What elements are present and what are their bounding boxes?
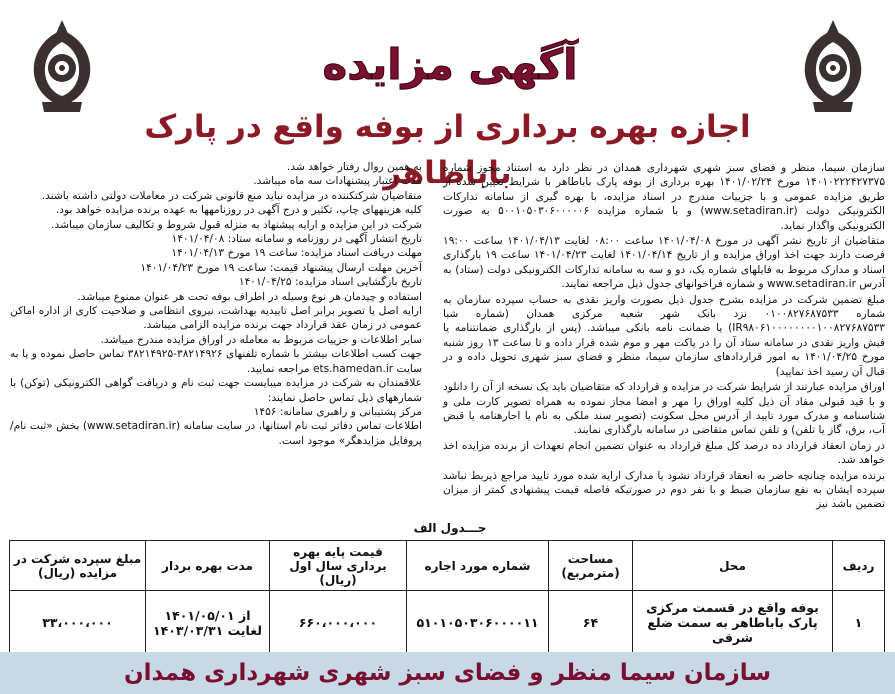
paragraph: مبلغ تضمین شرکت در مزایده بشرح جدول ذیل بصورت واریز نقدی به حساب سپرده سازمان به شماره ۰۱۰۰۸۲۷۶۸۷۵۳۳ نزد بانک شهر شعبه مرکزی همدان (شماره شبا IR۹۸۰۶۱۰۰۰۰۰۰۰۰۱۰۰۸۲۷۶۸۷۵۳۳) یا ضمانت نامه بانکی میباشد. (پس از بارگذاری ضمانتنامه یا فیش واریز نقدی در سامانه ستاد آن را در پاکت مهر و موم شده قرار داده و تا ساعت ۱۳ روز شنبه مورخ ۱۴۰۱/۰۴/۲۵ به امور قراردادهای سازمان سیما، منظر و فضای سبز شهری تحویل داده و در قبال آن رسید اخذ نمایید) (443, 293, 885, 378)
paragraph: سایر اطلاعات و جزییات مربوط به معامله در اوراق مزایده مندرج میباشد. (100, 333, 422, 346)
notice-body (10, 160, 885, 516)
paragraph: مهلت دریافت اسناد مزایده: ساعت ۱۹ مورخ ۱۴۰۱/۰۴/۱۳ (171, 247, 422, 260)
paragraph: علاقمندان به شرکت در مزایده میبایست جهت ثبت نام و دریافت گواهی الکترونیکی (توکن) با شمارههای ذیل تماس حاصل نمایند: (10, 377, 422, 404)
paragraph: جهت کسب اطلاعات بیشتر با شماره تلفنهای ۳۸۲۱۴۹۲۶-۳۸۲۱۴۹۲۵ تماس حاصل نموده و یا به سایت ets.hamedan.ir مراجعه نمایید. (10, 348, 422, 375)
paragraph: کلیه هزینههای چاپ، تکثیر و درج آگهی در روزنامهها به عهده برنده مزایده خواهد بود. (55, 204, 422, 217)
paragraph: تاریخ بازگشایی اسناد مزایده: ۱۴۰۱/۰۴/۲۵ (238, 276, 422, 289)
column-header: محل (633, 541, 833, 591)
paragraph: مرکز پشتیبانی و راهبری سامانه: ۱۴۵۶ (253, 405, 422, 418)
paragraph: به همین روال رفتار خواهد شد. (287, 161, 422, 173)
municipality-emblem-icon (793, 16, 873, 116)
paragraph: آخرین مهلت ارسال پیشنهاد قیمت: ساعت ۱۹ مورخ ۱۴۰۱/۰۴/۲۳ (140, 261, 422, 274)
right-column (443, 160, 885, 512)
cell-lease-number: ۵۱۰۱۰۵۰۳۰۶۰۰۰۰۱۱ (407, 591, 549, 655)
column-header: مساحت (مترمربع) (549, 541, 633, 591)
table-row (10, 591, 885, 655)
paragraph: تاریخ انتشار آگهی در روزنامه و سامانه ستاد: ۱۴۰۱/۰۴/۰۸ (171, 233, 422, 246)
paragraph: شرکت در این مزایده و ارایه پیشنهاد به منزله قبول شروط و تکالیف سازمان میباشد. (51, 218, 422, 231)
paragraph: ارایه اصل یا تصویر برابر اصل تاییدیه بهداشت، نیروی انتظامی و صلاحیت کاری از اداره اماکن عمومی در زمان عقد قرارداد جهت برنده مزایده الزامی میباشد. (10, 305, 422, 332)
notice-headline: اجازه بهره برداری از بوفه واقع در پارک باباطاهر (144, 109, 751, 191)
paragraph: استفاده و چیدمان هر نوع وسیله در اطراف بوفه تحت هر عنوان ممنوع میباشد. (77, 290, 422, 303)
cell-base-price: ۶۶۰،۰۰۰،۰۰۰ (270, 591, 407, 655)
auction-table (9, 540, 885, 655)
column-header: شماره مورد اجاره (407, 541, 549, 591)
paragraph: متقاضیان از تاریخ نشر آگهی در مورخ ۱۴۰۱/۰۴/۰۸ ساعت ۰۸:۰۰ لغایت ۱۴۰۱/۰۴/۱۳ ساعت ۱۹:۰۰ فرصت دارند جهت اخذ اوراق مزایده و از تاریخ ۱۴۰۱/۰۴/۱۴ لغایت ۱۴۰۱/۰۴/۲۳ ساعت ۱۹ بارگذاری اسناد و مدارک مربوط به فایلهای شماره یک، دو و سه به سامانه تدارکات الکترونیکی دولت (ستاد) به آدرس www.setadiran.ir و شماره فراخوانهای جدول ذیل مراجعه نمایند. (443, 235, 885, 291)
table-title: جـــدول الف (413, 521, 487, 535)
column-header: قیمت پایه بهره برداری سال اول (ریال) (270, 541, 407, 591)
column-header: مدت بهره بردار (146, 541, 270, 591)
cell-row-number: ۱ (833, 591, 885, 655)
cell-deposit: ۳۳،۰۰۰،۰۰۰ (10, 591, 146, 655)
cell-area: ۶۴ (549, 591, 633, 655)
table-header-row (10, 541, 885, 591)
notice-banner: آگهی مزایده (322, 40, 578, 89)
municipality-emblem-icon (22, 16, 102, 116)
paragraph: در زمان انعقاد قرارداد ده درصد کل مبلغ قرارداد به عنوان تضمین انجام تعهدات از برنده مزایده اخذ خواهد شد. (443, 439, 885, 467)
paragraph: سازمان سیما، منظر و فضای سبز شهری شهرداری همدان در نظر دارد به استناد مجوز شماره ۱۴۰۱۰۲۲۲۴۲۷۳۷۵ مورخ ۱۴۰۱/۰۲/۲۴ بهره برداری از بوفه پارک باباطاهر با شرایط تعیین شده از طریق مزایده عمومی و با جزییات مندرج در اسناد مزایده، با بهره گیری از سامانه تدارکات الکترونیکی دولت (www.setadiran.ir) و با شماره مزایده ۵۰۰۱۰۵۰۳۰۶۰۰۰۰۰۶ به صورت الکترونیکی واگذار نماید. (443, 162, 886, 232)
paragraph: اطلاعات تماس دفاتر ثبت نام استانها، در سایت سامانه (www.setadiran.ir) بخش «ثبت نام/پروفایل مزایدهگر» موجود است. (10, 420, 422, 447)
paragraph: برنده مزایده چنانچه حاضر به انعقاد قرارداد نشود یا مدارک ارایه شده مورد تایید مراجع ذیربط نباشد سپرده ایشان به نفع سازمان ضبط و با نفر دوم در صورتیکه فاصله قیمت پیشنهادی کمتر از میزان تضمین باشد نیز (443, 469, 885, 511)
paragraph: اوراق مزایده عبارتند از شرایط شرکت در مزایده و قرارداد که متقاضیان باید یک نسخه از آن را دانلود و با قید قبولی مفاد آن ذیل کلیه اوراق را مهر و امضا مجاز نموده به همراه تصویر کارت ملی و شناسنامه و مدرک مورد تایید از آدرس محل سکونت (تصویر سند ملکی به نام یا اجارهنامه یا قبض آب، برق، گاز یا تلفن) و تلفن تماس متقاضی در سامانه بارگذاری نمایند. (443, 381, 885, 437)
organization-footer: سازمان سیما منظر و فضای سبز شهری شهرداری همدان (0, 652, 895, 694)
cell-duration: از ۱۴۰۱/۰۵/۰۱ لغایت ۱۴۰۳/۰۳/۳۱ (146, 591, 270, 655)
cell-location: بوفه واقع در قسمت مرکزی پارک باباطاهر به سمت ضلع شرقی (633, 591, 833, 655)
left-column (10, 160, 422, 448)
paragraph: مدت اعتبار پیشنهادات سه ماه میباشد. (253, 175, 422, 188)
column-header: مبلغ سپرده شرکت در مزایده (ریال) (10, 541, 146, 591)
paragraph: متقاضیان شرکتکننده در مزایده نباید منع قانونی شرکت در معاملات دولتی داشته باشند. (41, 189, 422, 202)
column-header: ردیف (833, 541, 885, 591)
